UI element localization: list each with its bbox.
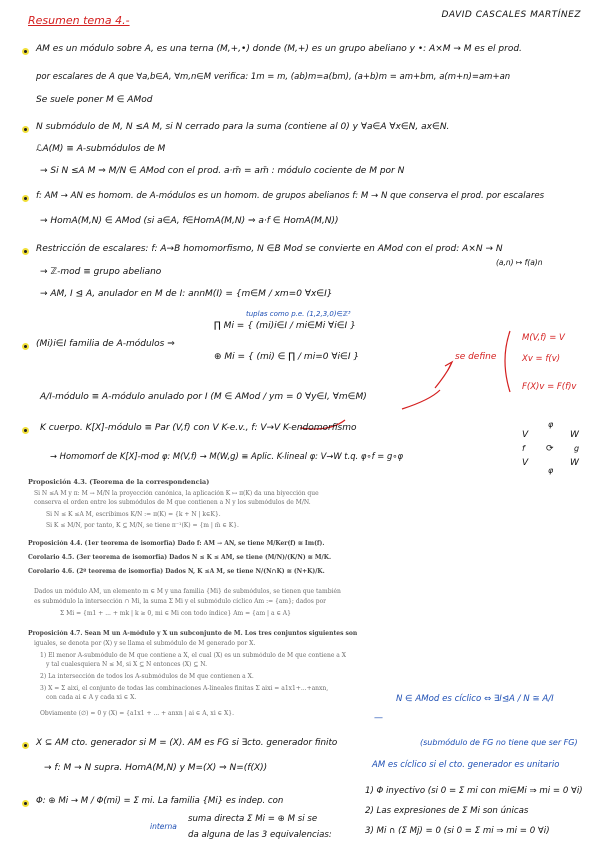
three-equivalences: da alguna de las 3 equivalencias: — [188, 830, 332, 840]
prop-4-7-item-3: 3) X = Σ aixi, el conjunto de todas las combinaciones A-lineales finitas Σ aixi = a1x1+...+anxn, — [40, 685, 329, 692]
prop-4-3-text-4: Si K ≤ M/N, por tanto, K ⊆ M/N, se tiene π⁻¹(K) = {m | m̄ ∈ K}. — [46, 522, 239, 529]
cyclic-unitary: AM es cíclico si el cto. generador es unitario — [372, 760, 560, 770]
se-define-label: se define — [455, 352, 497, 362]
submodule-lattice: ℒA(M) ≡ A-submódulos de M — [36, 144, 166, 154]
prop-4-3-text-2: conserva el orden entre los submódulos de M que contienen a N y los submódulos de M/N. — [34, 499, 311, 506]
prop-4-7-title: Proposición 4.7. Sean M un A-módulo y X un subconjunto de M. Los tres conjuntos siguientes son — [28, 630, 358, 637]
definition-homomorphism: f: AM → AN es homom. de A-módulos es un homom. de grupos abelianos f: M → N que conserva el prod. por escalares — [36, 191, 545, 201]
prop-4-7-item-1: 1) El menor A-submódulo de M que contiene a X, el cual (X) es un submódulo de M que contiene a X — [40, 652, 347, 659]
cyclic-note: N ∈ AMod es cíclico ⇔ ∃I⊴A / N ≅ A/I — [396, 694, 554, 704]
prop-4-3-text-3: Si N ≤ K ≤A M, escribimos K/N := π(K) = {k + N | k∈K}. — [46, 511, 221, 518]
interna-label: interna — [150, 822, 177, 831]
prop-4-7-text: iguales, se denota por (X) y se llama el submódulo de M generado por X. — [34, 640, 256, 647]
ai-module: A/I-módulo ≡ A-módulo anulado por I (M ∈ AMod / ym = 0 ∀y∈I, ∀m∈M) — [40, 392, 367, 402]
prop-4-7-item-2: 2) La intersección de todos los A-submódulos de M que contienen a X. — [40, 673, 254, 680]
bullet-dot — [22, 800, 29, 807]
kx-homomorphism: → Homomorf de K[X]-mod φ: M(V,f) → M(W,g) ≡ Aplic. K-lineal φ: V→W t.q. φ∘f = g∘φ — [50, 451, 404, 461]
diagram-top-label: φ — [548, 420, 554, 429]
annihilator: → AM, I ⊴ A, anulador en M de I: annM(I) = {m∈M / xm=0 ∀x∈I} — [40, 289, 333, 299]
diagram-w-bottom: W — [570, 458, 579, 468]
z-mod-abelian: → ℤ-mod ≡ grupo abeliano — [40, 267, 162, 277]
intersection-sum-text-2: es submódulo la intersección ∩ Mi, la suma Σ Mi y el submódulo cíclico Am := {am}; dados por — [34, 598, 327, 605]
prop-4-7-closing: Obviamente (∅) = 0 y (X) = {a1x1 + ... + anxn | ai ∈ A, xi ∈ X}. — [40, 710, 234, 717]
diagram-f-label: f — [522, 444, 525, 453]
page-title: Resumen tema 4.- — [28, 14, 130, 27]
diagram-g-label: g — [574, 444, 580, 453]
fg-note: (submódulo de FG no tiene que ser FG) — [420, 738, 578, 747]
diagram-commute-icon: ⟳ — [546, 444, 554, 454]
phi-map-independence: Φ: ⊕ Mi → M / Φ(mi) = Σ mi. La familia {Mi} es indep. con — [36, 796, 284, 806]
author-name: DAVID CASCALES MARTÍNEZ — [441, 10, 581, 20]
notation-amod: Se suele poner M ∈ AMod — [36, 95, 153, 105]
internal-direct-sum: suma directa Σ Mi = ⊕ M si se — [188, 814, 318, 824]
family-of-modules: (Mi)i∈I familia de A-módulos ⇒ — [36, 339, 175, 349]
hom-module: → HomA(M,N) ∈ AMod (si a∈A, f∈HomA(M,N) ⇒ a·f ∈ HomA(M,N)) — [40, 216, 339, 226]
blue-dash: — — [374, 713, 383, 723]
quotient-module: → Si N ≤A M ⇒ M/N ∈ AMod con el prod. a·m̄ = am̄ : módulo cociente de M por N — [40, 166, 405, 176]
equivalence-1: 1) Φ inyectivo (si 0 = Σ mi con mi∈Mi ⇒ mi = 0 ∀i) — [365, 786, 583, 796]
definition-submodule: N submódulo de M, N ≤A M, si N cerrado para la suma (contiene al 0) y ∀a∈A ∀x∈N, ax∈N. — [36, 122, 450, 132]
surjective-image-gen: → f: M → N supra. HomA(M,N) y M=(X) ⇒ N=(f(X)) — [44, 763, 268, 773]
restriction-map: (a,n) ↦ f(a)n — [496, 258, 543, 267]
bullet-dot — [22, 742, 29, 749]
diagram-v-bottom: V — [522, 458, 529, 468]
red-def-3: F(X)v = F(f)v — [522, 382, 577, 392]
equivalence-2: 2) Las expresiones de Σ Mi son únicas — [365, 806, 529, 816]
tuples-note: tuplas como p.e. (1,2,3,0)∈ℤ³ — [246, 310, 351, 318]
direct-product: ∏ Mi = { (mi)i∈I / mi∈Mi ∀i∈I } — [214, 321, 356, 331]
bullet-dot — [22, 427, 29, 434]
cor-4-6: Corolario 4.6. (2º teorema de isomorfía) Dados N, K ≤A M, se tiene N/(N∩K) ≅ (N+K)/K. — [28, 568, 325, 575]
intersection-sum-text-3: Σ Mi = {m1 + ... + mk | k ≥ 0, mi ∈ Mi con todo índice} Am = {am | a ∈ A} — [60, 610, 291, 617]
diagram-bottom-label: φ — [548, 466, 554, 475]
prop-4-4: Proposición 4.4. (1er teorema de isomorfía) Dado f: AM → AN, se tiene M/Ker(f) ≅ Im(f). — [28, 540, 325, 547]
prop-4-3-title: Proposición 4.3. (Teorema de la correspondencia) — [28, 478, 210, 486]
equivalence-3: 3) Mi ∩ (Σ Mj) = 0 (si 0 = Σ mi ⇒ mi = 0 ∀i) — [365, 826, 550, 836]
kx-module: K cuerpo. K[X]-módulo ≡ Par (V,f) con V K-e.v., f: V→V K-endomorfismo — [40, 423, 357, 433]
generating-set: X ⊆ AM cto. generador si M = (X). AM es FG si ∃cto. generador finito — [36, 738, 338, 748]
restriction-of-scalars: Restricción de escalares: f: A→B homomorfismo, N ∈B Mod se convierte en AMod con el prod: A×N → N — [36, 244, 503, 254]
direct-sum: ⊕ Mi = { (mi) ∈ ∏ / mi=0 ∀i∈I } — [214, 352, 360, 362]
intersection-sum-text: Dados un módulo AM, un elemento m ∈ M y una familia {Mi} de submódulos, se tienen que también — [34, 588, 341, 595]
cor-4-5: Corolario 4.5. (3er teorema de isomorfía) Dados N ≤ K ≤ AM, se tiene (M/N)/(K/N) ≅ M/K. — [28, 554, 332, 561]
definition-module-axioms: por escalares de A que ∀a,b∈A, ∀m,n∈M verifica: 1m = m, (ab)m=a(bm), (a+b)m = am+bm, a(m+n)=am+an — [36, 72, 511, 82]
diagram-v-top: V — [522, 430, 529, 440]
prop-4-3-text: Si N ≤A M y π: M → M/N la proyección canónica, la aplicación K ↦ π(K) da una biyección que — [34, 490, 319, 497]
red-def-2: Xv = f(v) — [522, 354, 561, 364]
definition-module: AM es un módulo sobre A, es una terna (M,+,•) donde (M,+) es un grupo abeliano y •: A×M → M es el prod. — [36, 44, 522, 54]
prop-4-7-item-1b: y tal cualesquiera N ≤ M, si X ⊆ N entonces (X) ⊆ N. — [46, 661, 207, 668]
commutative-diagram — [520, 420, 582, 475]
prop-4-7-item-3b: con cada ai ∈ A y cada xi ∈ X. — [46, 694, 137, 701]
diagram-w-top: W — [570, 430, 579, 440]
red-def-1: M(V,f) = V — [522, 333, 565, 343]
